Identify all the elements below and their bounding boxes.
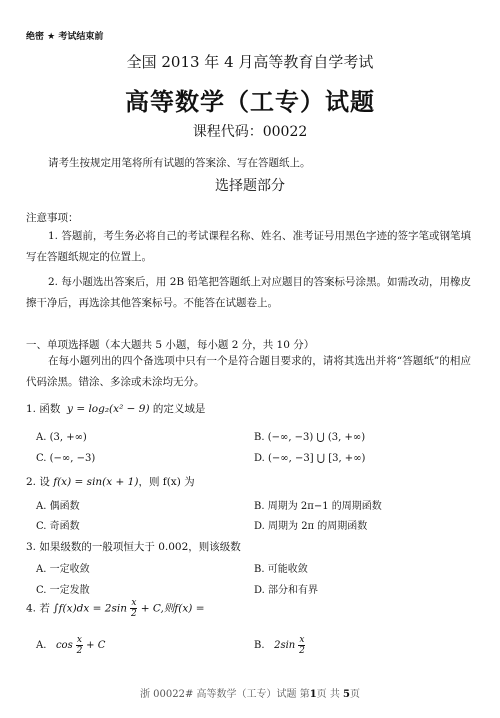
question-4-fraction-num: x [131, 598, 137, 608]
question-3-option-d: D. 部分和有界 [254, 585, 319, 596]
part1-heading: 一、单项选择题（本大题共 5 小题，每小题 2 分，共 10 分） [26, 339, 315, 351]
question-4-option-a-num: x [76, 635, 82, 645]
question-4-option-b-prefix: B. [254, 640, 265, 651]
question-2-option-a: A. 偶函数 [36, 501, 80, 512]
question-4-stem [26, 598, 205, 619]
question-3-option-b: B. 可能收敛 [254, 564, 308, 575]
question-4-option-a-prefix: A. [36, 640, 47, 651]
section-title: 选择题部分 [215, 178, 285, 194]
question-2-math: f(x) = sin(x + 1) [53, 476, 139, 488]
question-2-suffix: ，则 f(x) 为 [138, 476, 195, 488]
question-4-option-b [254, 635, 305, 656]
question-1-prefix: 1. 函数 [26, 403, 61, 415]
question-4-fraction-den: 2 [131, 609, 137, 619]
question-1-option-a: A. (3, +∞) [36, 432, 87, 443]
question-4-math-left: ∫f(x)dx = 2sin [53, 602, 127, 615]
course-code: 课程代码：00022 [192, 124, 308, 140]
footer-page-number: 1 [309, 689, 317, 700]
question-2-option-d: D. 周期为 2π 的周期函数 [254, 521, 368, 532]
question-1-option-b: B. (−∞, −3) ⋃ (3, +∞) [254, 432, 366, 443]
question-1-stem [26, 401, 205, 416]
page-title: 高等数学（工专）试题 [125, 87, 375, 116]
notes-heading: 注意事项： [26, 212, 79, 224]
question-4-suffix: 则f(x) = [163, 602, 205, 615]
question-4-option-a [36, 635, 105, 656]
note-item-2: 2. 每小题选出答案后，用 2B 铅笔把答题纸上对应题目的答案标号涂黑。如需改动，用橡皮擦干净后，再选涂其他答案标号。不能答在试题卷上。 [26, 276, 471, 309]
instruction-line: 请考生按规定用笔将所有试题的答案涂、写在答题纸上。 [48, 157, 311, 169]
footer-left: 浙 00022# 高等数学（工专）试题 第 [139, 689, 310, 700]
question-4-option-a-fraction [76, 635, 83, 656]
question-4-math-right: + C, [140, 602, 164, 615]
question-1-option-c: C. (−∞, −3) [36, 453, 96, 464]
question-2-stem [26, 474, 195, 489]
question-1-option-d: D. (−∞, −3] ⋃ [3, +∞) [254, 453, 366, 464]
question-2-option-b: B. 周期为 2π−1 的周期函数 [254, 501, 382, 512]
footer-right: 页 [350, 689, 361, 700]
question-4-prefix: 4. 若 [26, 602, 50, 615]
question-4-option-b-fraction [298, 635, 305, 656]
question-2-option-c: C. 奇函数 [36, 521, 80, 532]
question-4-option-a-math-left: cos [55, 640, 73, 651]
question-3-option-c: C. 一定发散 [36, 585, 90, 596]
question-4-option-a-den: 2 [76, 646, 83, 656]
note-item-1: 1. 答题前，考生务必将自己的考试课程名称、姓名、准考证号用黑色字迹的签字笔或钢笔填写在答题纸规定的位置上。 [26, 230, 471, 263]
question-3-option-a: A. 一定收敛 [36, 564, 90, 575]
footer-total-pages: 5 [343, 689, 351, 700]
exam-name: 全国 2013 年 4 月高等教育自学考试 [126, 53, 374, 71]
question-4-option-a-math-right: + C [86, 640, 106, 651]
question-4-fraction [130, 598, 137, 619]
part1-description: 在每小题列出的四个备选项中只有一个是符合题目要求的，请将其选出并将“答题纸”的相应代码涂黑。错涂、多涂或未涂均无分。 [26, 355, 471, 388]
question-1-suffix: 的定义域是 [149, 403, 206, 415]
question-3-stem: 3. 如果级数的一般项恒大于 0.002，则该级数 [26, 541, 241, 553]
question-4-option-b-math-left: 2sin [274, 640, 296, 651]
question-2-prefix: 2. 设 [26, 476, 50, 488]
secret-mark: 绝密 ★ 考试结束前 [26, 32, 104, 42]
question-4-option-b-num: x [299, 635, 305, 645]
question-1-math: y = log₂(x² − 9) [67, 403, 150, 415]
footer-middle: 页 共 [316, 689, 340, 700]
page-footer [0, 685, 500, 700]
question-4-option-b-den: 2 [299, 646, 305, 656]
